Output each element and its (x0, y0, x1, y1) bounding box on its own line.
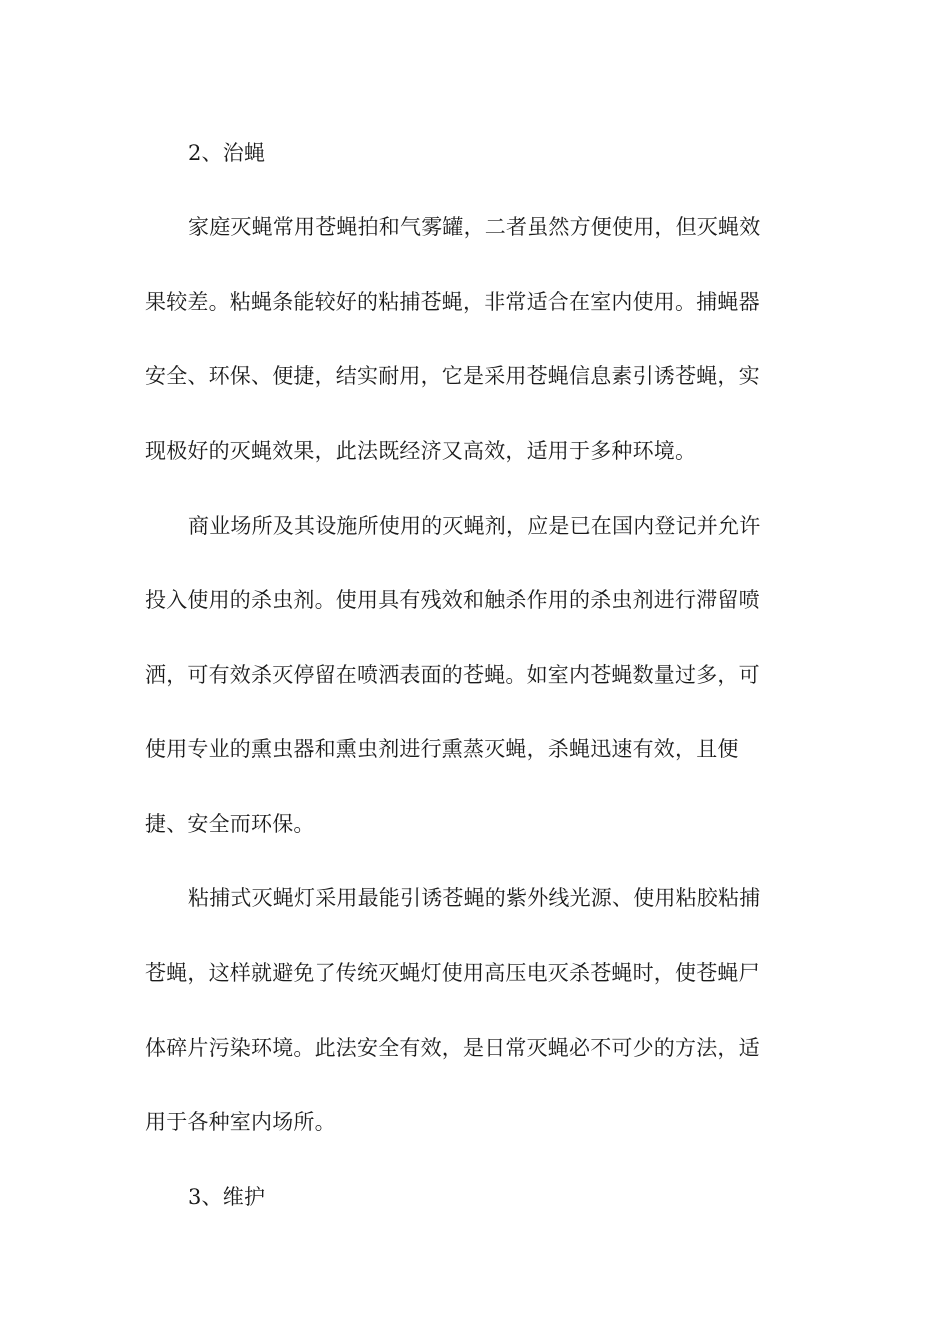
paragraph-3-line-2: 苍蝇，这样就避免了传统灭蝇灯使用高压电灭杀苍蝇时，使苍蝇尸 (145, 961, 760, 985)
paragraph-2-line-4: 使用专业的熏虫器和熏虫剂进行熏蒸灭蝇，杀蝇迅速有效，且便 (145, 737, 739, 761)
section-heading-3: 3、维护 (188, 1185, 266, 1209)
paragraph-1-line-2: 果较差。粘蝇条能较好的粘捕苍蝇，非常适合在室内使用。捕蝇器 (145, 290, 760, 314)
section-heading-2: 2、治蝇 (188, 141, 266, 165)
paragraph-3-line-4: 用于各种室内场所。 (145, 1110, 336, 1134)
paragraph-2-line-5: 捷、安全而环保。 (145, 812, 315, 836)
paragraph-3-line-1: 粘捕式灭蝇灯采用最能引诱苍蝇的紫外线光源、使用粘胶粘捕 (188, 886, 761, 910)
paragraph-1-line-3: 安全、环保、便捷，结实耐用，它是采用苍蝇信息素引诱苍蝇，实 (145, 364, 760, 388)
paragraph-3-line-3: 体碎片污染环境。此法安全有效，是日常灭蝇必不可少的方法，适 (145, 1036, 760, 1060)
paragraph-2-line-2: 投入使用的杀虫剂。使用具有残效和触杀作用的杀虫剂进行滞留喷 (145, 588, 760, 612)
paragraph-1-line-4: 现极好的灭蝇效果，此法既经济又高效，适用于多种环境。 (145, 439, 697, 463)
paragraph-2-line-3: 洒，可有效杀灭停留在喷洒表面的苍蝇。如室内苍蝇数量过多，可 (145, 663, 760, 687)
paragraph-1-line-1: 家庭灭蝇常用苍蝇拍和气雾罐，二者虽然方便使用，但灭蝇效 (188, 215, 761, 239)
paragraph-2-line-1: 商业场所及其设施所使用的灭蝇剂，应是已在国内登记并允许 (188, 514, 761, 538)
